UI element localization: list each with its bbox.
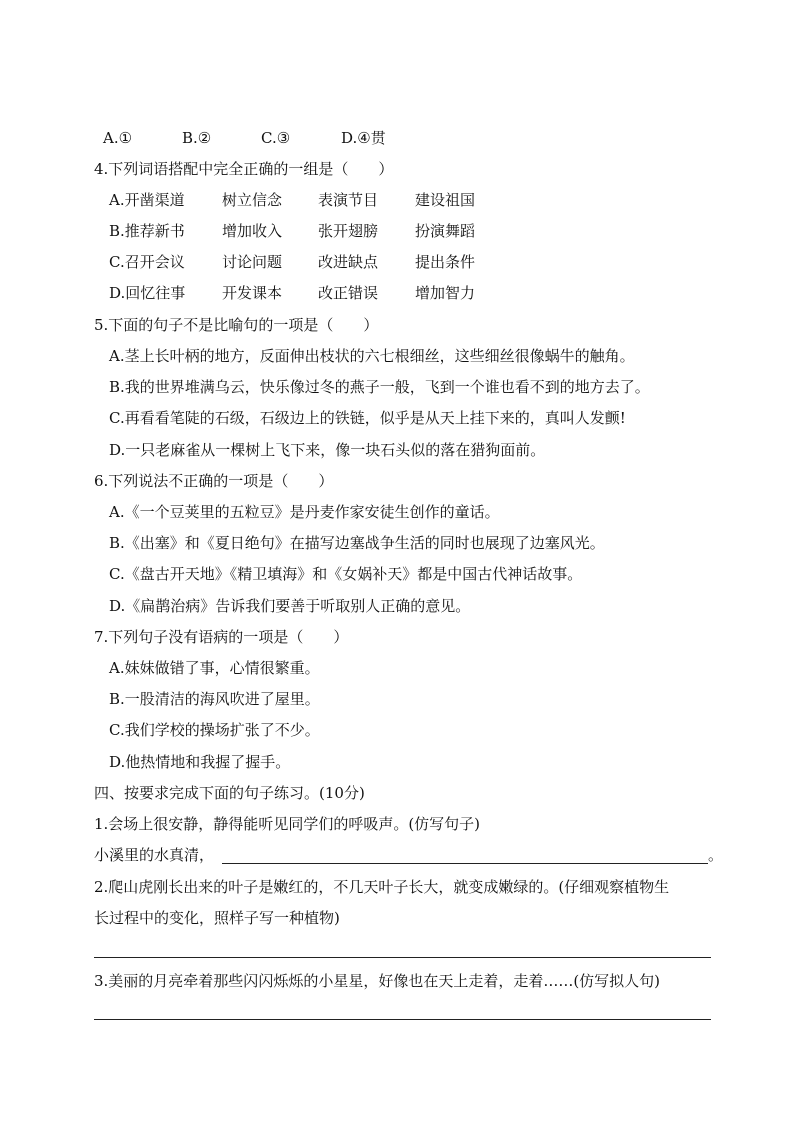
sentence-1-end-mark: 。 [708, 846, 724, 864]
q3-option-a: A.① [103, 129, 133, 147]
q7-option-b: B.一股清洁的海风吹进了屋里。 [109, 690, 320, 708]
q6-stem: 6.下列说法不正确的一项是（ ） [94, 472, 334, 490]
q4-row-c-col3: 改进缺点 [318, 253, 379, 271]
q4-row-a-col4: 建设祖国 [415, 191, 476, 209]
q4-row-b-col2: 增加收入 [222, 222, 283, 240]
q3-option-c: C.③ [261, 129, 291, 147]
q5-stem: 5.下面的句子不是比喻句的一项是（ ） [94, 316, 379, 334]
q4-row-c-col4: 提出条件 [415, 253, 476, 271]
sentence-2-prompt-line1: 2.爬山虎刚长出来的叶子是嫩红的，不几天叶子长大，就变成嫩绿的。(仔细观察植物生 [94, 878, 670, 896]
q6-option-c: C.《盘古开天地》《精卫填海》和《女娲补天》都是中国古代神话故事。 [109, 565, 583, 583]
sentence-2-answer-line[interactable] [94, 957, 711, 958]
q6-option-b: B.《出塞》和《夏日绝句》在描写边塞战争生活的同时也展现了边塞风光。 [109, 534, 605, 552]
q4-row-a-col2: 树立信念 [222, 191, 283, 209]
q4-row-d-col3: 改正错误 [318, 284, 379, 302]
section-4-title: 四、按要求完成下面的句子练习。(10分) [94, 784, 365, 802]
q7-option-d: D.他热情地和我握了握手。 [109, 753, 291, 771]
q4-row-c-col2: 讨论问题 [222, 253, 283, 271]
sentence-1-prompt: 1.会场上很安静，静得能听见同学们的呼吸声。(仿写句子) [94, 815, 481, 833]
q4-stem: 4.下列词语搭配中完全正确的一组是（ ） [94, 160, 394, 178]
q5-option-d: D.一只老麻雀从一棵树上飞下来，像一块石头似的落在猎狗面前。 [109, 441, 546, 459]
q4-row-b-col1: B.推荐新书 [109, 222, 185, 240]
sentence-1-answer-line[interactable] [222, 863, 708, 864]
q4-row-a-col1: A.开凿渠道 [109, 191, 185, 209]
q4-row-a-col3: 表演节目 [318, 191, 379, 209]
sentence-3-prompt: 3.美丽的月亮牵着那些闪闪烁烁的小星星，好像也在天上走着，走着……(仿写拟人句) [94, 972, 661, 990]
q5-option-c: C.再看看笔陡的石级，石级边上的铁链，似乎是从天上挂下来的，真叫人发颤! [109, 409, 626, 427]
q3-option-b: B.② [182, 129, 212, 147]
sentence-1-lead: 小溪里的水真清， [94, 846, 215, 864]
q6-option-d: D.《扁鹊治病》告诉我们要善于听取别人正确的意见。 [109, 597, 471, 615]
q4-row-b-col3: 张开翅膀 [318, 222, 379, 240]
q7-option-a: A.妹妹做错了事，心情很繁重。 [109, 659, 320, 677]
q4-row-b-col4: 扮演舞蹈 [415, 222, 476, 240]
q7-option-c: C.我们学校的操场扩张了不少。 [109, 721, 320, 739]
q4-row-d-col2: 开发课本 [222, 284, 283, 302]
q4-row-d-col4: 增加智力 [415, 284, 476, 302]
q5-option-b: B.我的世界堆满乌云，快乐像过冬的燕子一般，飞到一个谁也看不到的地方去了。 [109, 378, 650, 396]
q6-option-a: A.《一个豆荚里的五粒豆》是丹麦作家安徒生创作的童话。 [109, 503, 500, 521]
q3-option-d: D.④贯 [341, 129, 386, 147]
sentence-3-answer-line[interactable] [94, 1019, 711, 1020]
sentence-2-prompt-line2: 长过程中的变化，照样子写一种植物) [94, 909, 340, 927]
q5-option-a: A.茎上长叶柄的地方，反面伸出枝状的六七根细丝，这些细丝很像蜗牛的触角。 [109, 347, 635, 365]
q4-row-d-col1: D.回忆往事 [109, 284, 186, 302]
q7-stem: 7.下列句子没有语病的一项是（ ） [94, 628, 349, 646]
q4-row-c-col1: C.召开会议 [109, 253, 185, 271]
